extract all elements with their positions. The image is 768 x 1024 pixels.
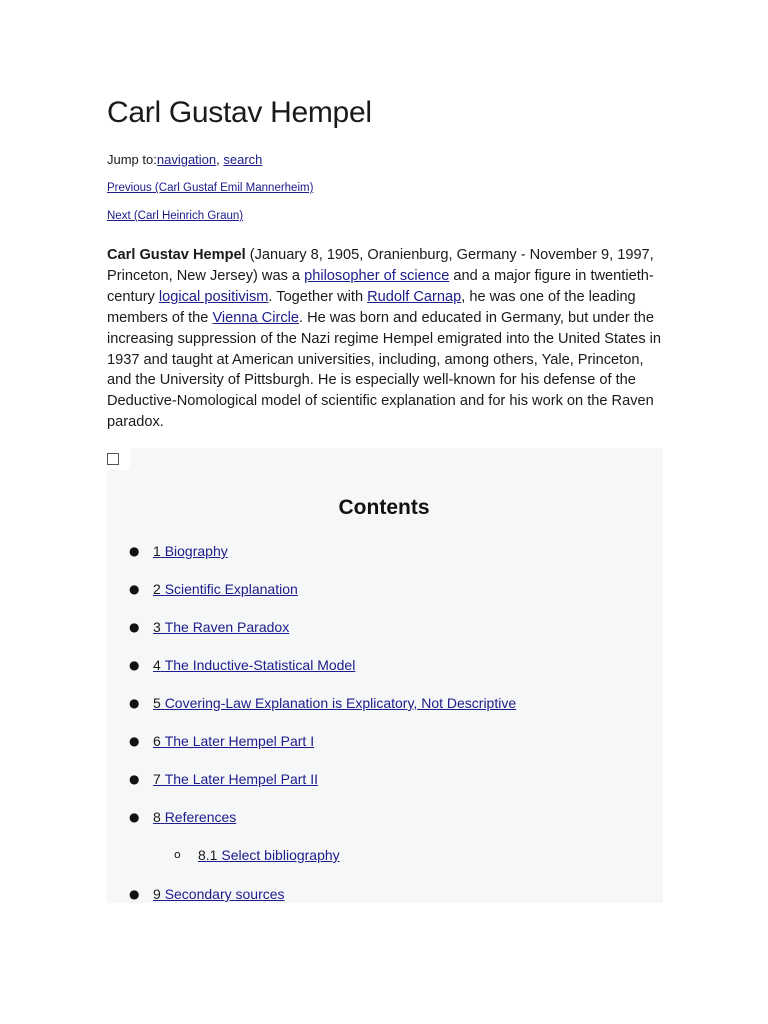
next-article-link[interactable]: Next (Carl Heinrich Graun) — [107, 210, 244, 222]
intro-text-4: , he was one of the leading members of the — [107, 288, 636, 326]
toc-title: Contents — [338, 496, 430, 519]
toc-item-label: The Later Hempel Part I — [164, 733, 315, 749]
toc-item-number: 8.1 — [198, 847, 218, 863]
bullet-icon: ● — [129, 544, 140, 558]
bullet-icon: ● — [129, 734, 140, 748]
toc-item-label: The Inductive-Statistical Model — [164, 657, 356, 673]
page-title: Carl Gustav Hempel — [107, 96, 372, 129]
jump-search-link[interactable]: search — [223, 152, 263, 167]
intro-text-3: . Together with — [268, 288, 368, 305]
intro-text-5: . He was born and educated in Germany, but under the increasing suppression of the Nazi regime Hempel emigrated into the United States in 1937 and taught at American universities, including, among others, Yale, Princeton, and the University of Pittsburgh. He is especially well-known for his defense of the Deductive-Nomological model of scientific explanation and for his work on the Raven paradox. — [107, 309, 662, 431]
toc-item-label: Biography — [164, 543, 228, 559]
rudolf-carnap-link[interactable]: Rudolf Carnap — [367, 288, 462, 305]
bullet-icon: ● — [129, 772, 140, 786]
toc-item-number: 6 — [153, 733, 161, 749]
toc-item-label: Select bibliography — [221, 847, 340, 863]
toc-item-number: 3 — [153, 619, 161, 635]
toc-item-label: References — [164, 809, 237, 825]
toc-item-number: 7 — [153, 771, 161, 787]
toc-item-label: The Later Hempel Part II — [164, 771, 318, 787]
vienna-circle-link[interactable]: Vienna Circle — [212, 309, 299, 326]
bullet-icon: ● — [129, 696, 140, 710]
toc-item[interactable] — [153, 771, 318, 787]
jump-separator: , — [216, 152, 220, 167]
toc-item-label: Covering-Law Explanation is Explicatory, Not Descriptive — [164, 695, 517, 711]
toc-item[interactable] — [153, 809, 236, 825]
toc-item-label: Scientific Explanation — [164, 581, 298, 597]
sub-bullet-icon: o — [174, 848, 181, 861]
jump-to-label: Jump to: — [107, 152, 157, 167]
toc-item-number: 5 — [153, 695, 161, 711]
toc-item[interactable] — [153, 695, 516, 711]
philosopher-of-science-link[interactable]: philosopher of science — [304, 267, 450, 284]
previous-article-link[interactable]: Previous (Carl Gustaf Emil Mannerheim) — [107, 182, 314, 194]
toc-item-label: The Raven Paradox — [164, 619, 290, 635]
intro-text-2: and a major figure in twentieth-century — [107, 267, 654, 305]
toc-toggle-checkbox[interactable] — [107, 453, 119, 465]
toc-item-number: 9 — [153, 886, 161, 902]
toc-subitem[interactable] — [198, 847, 340, 863]
toc-item-number: 2 — [153, 581, 161, 597]
toc-item[interactable] — [153, 886, 285, 902]
toc-item-label: Secondary sources — [164, 886, 285, 902]
bullet-icon: ● — [129, 887, 140, 901]
intro-paragraph — [107, 245, 667, 433]
bullet-icon: ● — [129, 582, 140, 596]
toc-item-number: 8 — [153, 809, 161, 825]
bullet-icon: ● — [129, 658, 140, 672]
toc-background-left — [107, 470, 130, 903]
toc-item-number: 4 — [153, 657, 161, 673]
toc-item[interactable] — [153, 581, 298, 597]
jump-navigation-link[interactable]: navigation — [156, 152, 217, 167]
subject-name: Carl Gustav Hempel — [107, 247, 246, 263]
toc-item-number: 1 — [153, 543, 161, 559]
toc-item[interactable] — [153, 733, 314, 749]
logical-positivism-link[interactable]: logical positivism — [158, 288, 269, 305]
jump-to-bar — [107, 152, 262, 167]
toc-item[interactable] — [153, 619, 289, 635]
intro-text-1: (January 8, 1905, Oranienburg, Germany - November 9, 1997, Princeton, New Jersey) was a — [107, 247, 654, 284]
toc-item[interactable] — [153, 543, 228, 559]
bullet-icon: ● — [129, 810, 140, 824]
toc-item[interactable] — [153, 657, 355, 673]
bullet-icon: ● — [129, 620, 140, 634]
